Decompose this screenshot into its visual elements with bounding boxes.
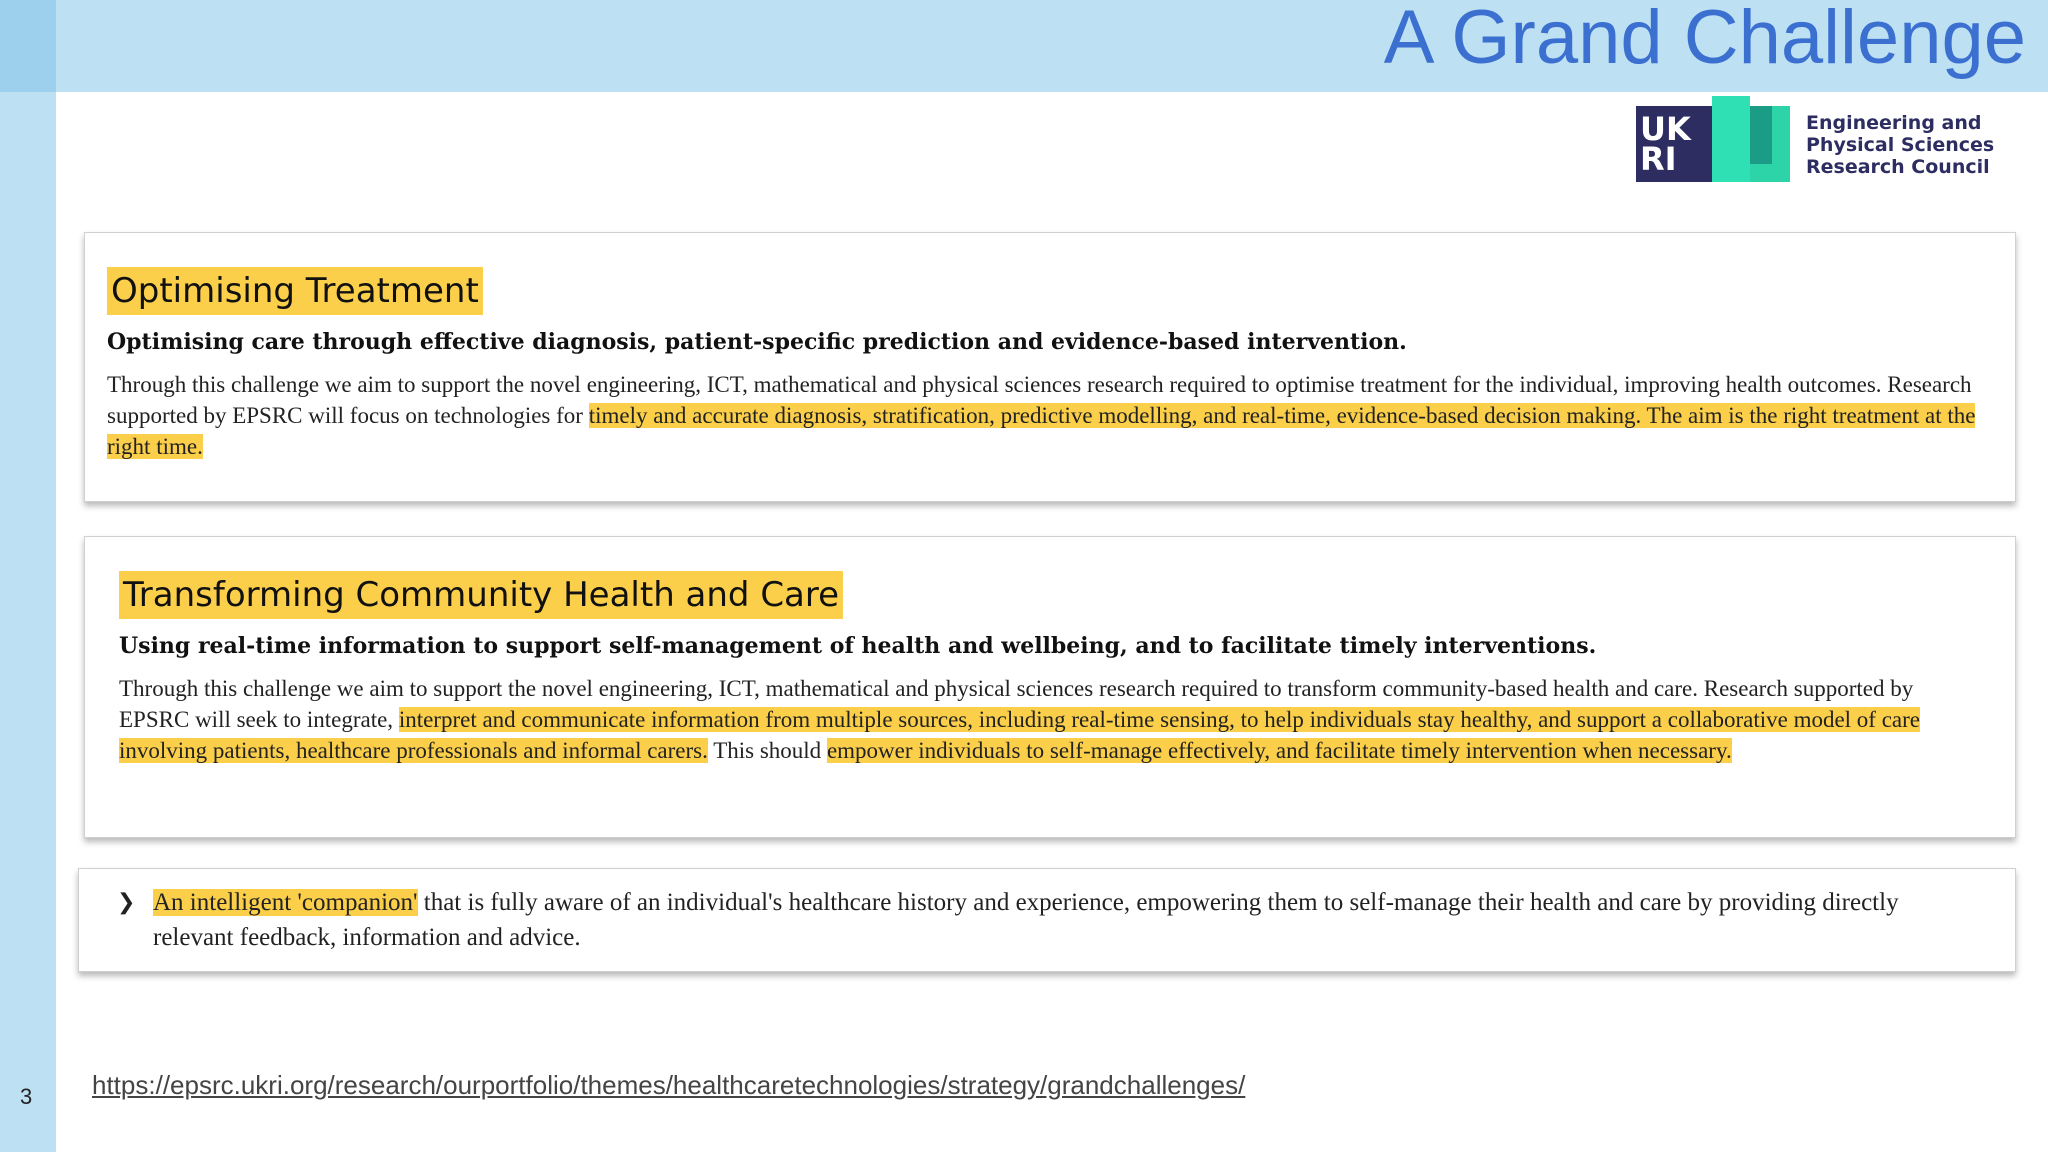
logo-teal-block xyxy=(1750,106,1772,164)
card-heading: Optimising Treatment xyxy=(107,267,483,315)
card-heading: Transforming Community Health and Care xyxy=(119,571,843,619)
card-body-text: Through this challenge we aim to support the novel engineering, ICT, mathematical and physical sciences research required to transform community-based health and care. Research supported by EPSRC will seek to integrate, xyxy=(119,676,1914,732)
logo-line: Engineering and xyxy=(1806,112,1982,134)
card-body-highlight: interpret and communicate information from multiple sources, including real-time sensing, to help individuals stay healthy, and support a collaborative model of care involving patients, healthcare professionals and informal carers. xyxy=(119,707,1921,763)
card-body-text: Through this challenge we aim to support the novel engineering, ICT, mathematical and physical sciences research required to optimise treatment for the individual, improving health outcomes. Research supported by EPSRC will focus on technologies for xyxy=(107,372,1972,428)
bullet-text xyxy=(153,885,1955,955)
header-corner-block xyxy=(0,0,56,92)
page-number: 3 xyxy=(20,1084,33,1109)
logo-green-block xyxy=(1712,96,1750,182)
card-subheading: Optimising care through effective diagnosis, patient-specific prediction and evidence-based intervention. xyxy=(107,329,1407,355)
epsrc-logo xyxy=(1636,96,2006,186)
card-body-highlight-2: empower individuals to self-manage effectively, and facilitate timely intervention when necessary. xyxy=(826,738,1732,763)
card-body-text-2: This should xyxy=(707,738,827,763)
card-companion-bullet xyxy=(78,868,2016,972)
card-body xyxy=(119,673,1983,766)
left-sidebar-bar xyxy=(0,0,56,1152)
ukri-logo-mark xyxy=(1636,106,1712,182)
logo-line: Physical Sciences xyxy=(1806,134,1995,156)
logo-line: Research Council xyxy=(1806,156,1990,178)
slide-title: A Grand Challenge xyxy=(1383,0,2026,80)
bullet-body: that is fully aware of an individual's healthcare history and experience, empowering them to self-manage their health and care by providing directly relevant feedback, information and advice. xyxy=(153,889,1899,951)
bullet-highlight: An intelligent 'companion' xyxy=(153,889,418,916)
card-subheading: Using real-time information to support self-management of health and wellbeing, and to facilitate timely interventions. xyxy=(119,633,1597,659)
logo-wordmark xyxy=(1806,112,1994,178)
card-optimising-treatment xyxy=(84,232,2016,502)
card-body-highlight: timely and accurate diagnosis, stratification, predictive modelling, and real-time, evidence-based decision making. The aim is the right treatment at the right time. xyxy=(107,403,1976,459)
ukri-logo-text: UK RI xyxy=(1640,110,1691,178)
card-community-health xyxy=(84,536,2016,838)
card-body xyxy=(107,369,1993,462)
chevron-right-icon: ❯ xyxy=(117,890,136,915)
bullet-item xyxy=(117,885,1955,955)
source-link[interactable]: https://epsrc.ukri.org/research/ourportfolio/themes/healthcaretechnologies/strategy/grandchallenges/ xyxy=(92,1070,1246,1100)
